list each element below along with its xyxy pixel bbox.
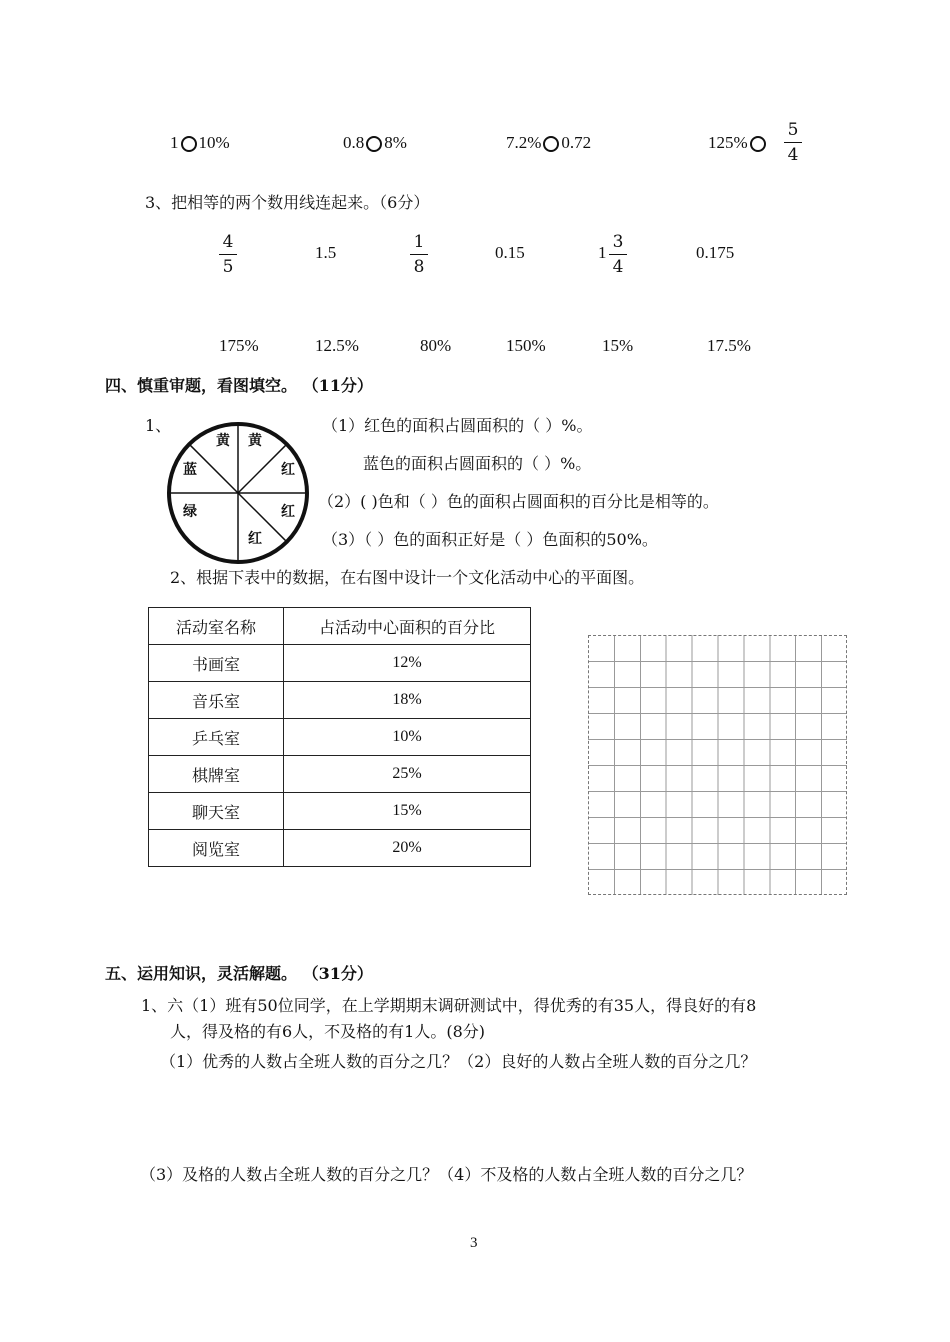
q4-1-line-1: （1）红色的面积占圆面积的（ ）%。 bbox=[322, 416, 593, 435]
q4-1-line-4: （3）（ ）色的面积正好是（ ）色面积的50%。 bbox=[322, 530, 658, 549]
denominator: 5 bbox=[222, 257, 234, 277]
pct-12-5[interactable]: 12.5% bbox=[315, 336, 359, 355]
compare-right: 8% bbox=[384, 133, 407, 152]
fraction-3-4[interactable] bbox=[607, 232, 629, 277]
pct-80[interactable]: 80% bbox=[420, 336, 452, 355]
mixed-whole[interactable]: 1 bbox=[598, 243, 607, 262]
compare-item-2 bbox=[343, 133, 407, 153]
compare-left: 0.8 bbox=[343, 133, 365, 152]
value-1-5[interactable]: 1.5 bbox=[315, 243, 337, 262]
section-5-title: 五、运用知识，灵活解题。 （31分） bbox=[105, 964, 373, 983]
fraction-4-5[interactable] bbox=[217, 232, 239, 277]
pie-label-red: 红 bbox=[281, 462, 295, 478]
compare-left: 7.2% bbox=[506, 133, 542, 152]
room-name: 棋牌室 bbox=[149, 756, 284, 793]
table-header: 活动室名称 bbox=[149, 608, 284, 645]
table-row bbox=[149, 830, 531, 867]
compare-left: 1 bbox=[170, 133, 179, 152]
denominator: 4 bbox=[612, 257, 624, 277]
room-percent: 12% bbox=[284, 645, 531, 682]
table-header: 占活动中心面积的百分比 bbox=[284, 608, 531, 645]
pie-label-yellow: 黄 bbox=[248, 433, 262, 449]
pie-label-blue: 蓝 bbox=[183, 462, 197, 478]
pct-15[interactable]: 15% bbox=[602, 336, 634, 355]
q4-1-line-3: （2）( )色和（ ）色的面积占圆面积的百分比是相等的。 bbox=[318, 492, 719, 511]
q4-1-number: 1、 bbox=[145, 416, 172, 435]
pie-label-red: 红 bbox=[281, 504, 295, 520]
pie-label-green: 绿 bbox=[183, 504, 197, 520]
compare-left: 125% bbox=[708, 133, 748, 152]
room-name: 乒乓室 bbox=[149, 719, 284, 756]
table-header-row bbox=[149, 608, 531, 645]
table-row bbox=[149, 756, 531, 793]
denominator: 4 bbox=[787, 145, 799, 165]
room-name: 音乐室 bbox=[149, 682, 284, 719]
q4-2-text: 2、根据下表中的数据，在右图中设计一个文化活动中心的平面图。 bbox=[170, 568, 645, 587]
value-0-15[interactable]: 0.15 bbox=[495, 243, 525, 262]
room-name: 书画室 bbox=[149, 645, 284, 682]
room-percent: 20% bbox=[284, 830, 531, 867]
q5-1-line-1: 1、六（1）班有50位同学，在上学期期末调研测试中，得优秀的有35人，得良好的有8 bbox=[141, 996, 757, 1015]
floor-plan-grid[interactable] bbox=[588, 635, 847, 895]
compare-right: 0.72 bbox=[561, 133, 592, 152]
numerator: 3 bbox=[612, 232, 624, 252]
table-row bbox=[149, 719, 531, 756]
q5-1-sub-3-4: （3）及格的人数占全班人数的百分之几？（4）不及格的人数占全班人数的百分之几？ bbox=[140, 1165, 753, 1184]
room-percent: 25% bbox=[284, 756, 531, 793]
pie-chart bbox=[165, 420, 311, 566]
q4-1-line-2: 蓝色的面积占圆面积的（ ）%。 bbox=[363, 454, 592, 473]
compare-circle[interactable] bbox=[366, 136, 382, 152]
table-row bbox=[149, 682, 531, 719]
compare-circle[interactable] bbox=[181, 136, 197, 152]
pct-17-5[interactable]: 17.5% bbox=[707, 336, 751, 355]
pct-175[interactable]: 175% bbox=[219, 336, 259, 355]
q5-1-sub-1-2: （1）优秀的人数占全班人数的百分之几？（2）良好的人数占全班人数的百分之几？ bbox=[160, 1052, 757, 1071]
q3-title: 3、把相等的两个数用线连起来。（6分） bbox=[145, 193, 430, 212]
room-name: 阅览室 bbox=[149, 830, 284, 867]
room-name: 聊天室 bbox=[149, 793, 284, 830]
room-percent: 15% bbox=[284, 793, 531, 830]
room-percent: 10% bbox=[284, 719, 531, 756]
fraction-5-4 bbox=[782, 120, 804, 165]
compare-item-4 bbox=[708, 133, 768, 153]
numerator: 4 bbox=[222, 232, 234, 252]
compare-circle[interactable] bbox=[543, 136, 559, 152]
activity-table bbox=[148, 607, 531, 867]
pie-label-red: 红 bbox=[248, 531, 262, 547]
pct-150[interactable]: 150% bbox=[506, 336, 546, 355]
numerator: 5 bbox=[787, 120, 799, 140]
denominator: 8 bbox=[413, 257, 425, 277]
fraction-1-8[interactable] bbox=[408, 232, 430, 277]
compare-circle[interactable] bbox=[750, 136, 766, 152]
numerator: 1 bbox=[413, 232, 425, 252]
value-0-175[interactable]: 0.175 bbox=[696, 243, 735, 262]
q5-1-line-2: 人，得及格的有6人，不及格的有1人。(8分) bbox=[170, 1022, 486, 1041]
compare-right: 10% bbox=[198, 133, 230, 152]
section-4-title: 四、慎重审题，看图填空。 （11分） bbox=[105, 376, 373, 395]
pie-label-yellow: 黄 bbox=[216, 433, 230, 449]
page-number: 3 bbox=[470, 1235, 478, 1251]
compare-item-3 bbox=[506, 133, 591, 153]
table-row bbox=[149, 645, 531, 682]
room-percent: 18% bbox=[284, 682, 531, 719]
table-row bbox=[149, 793, 531, 830]
compare-item-1 bbox=[170, 133, 230, 153]
